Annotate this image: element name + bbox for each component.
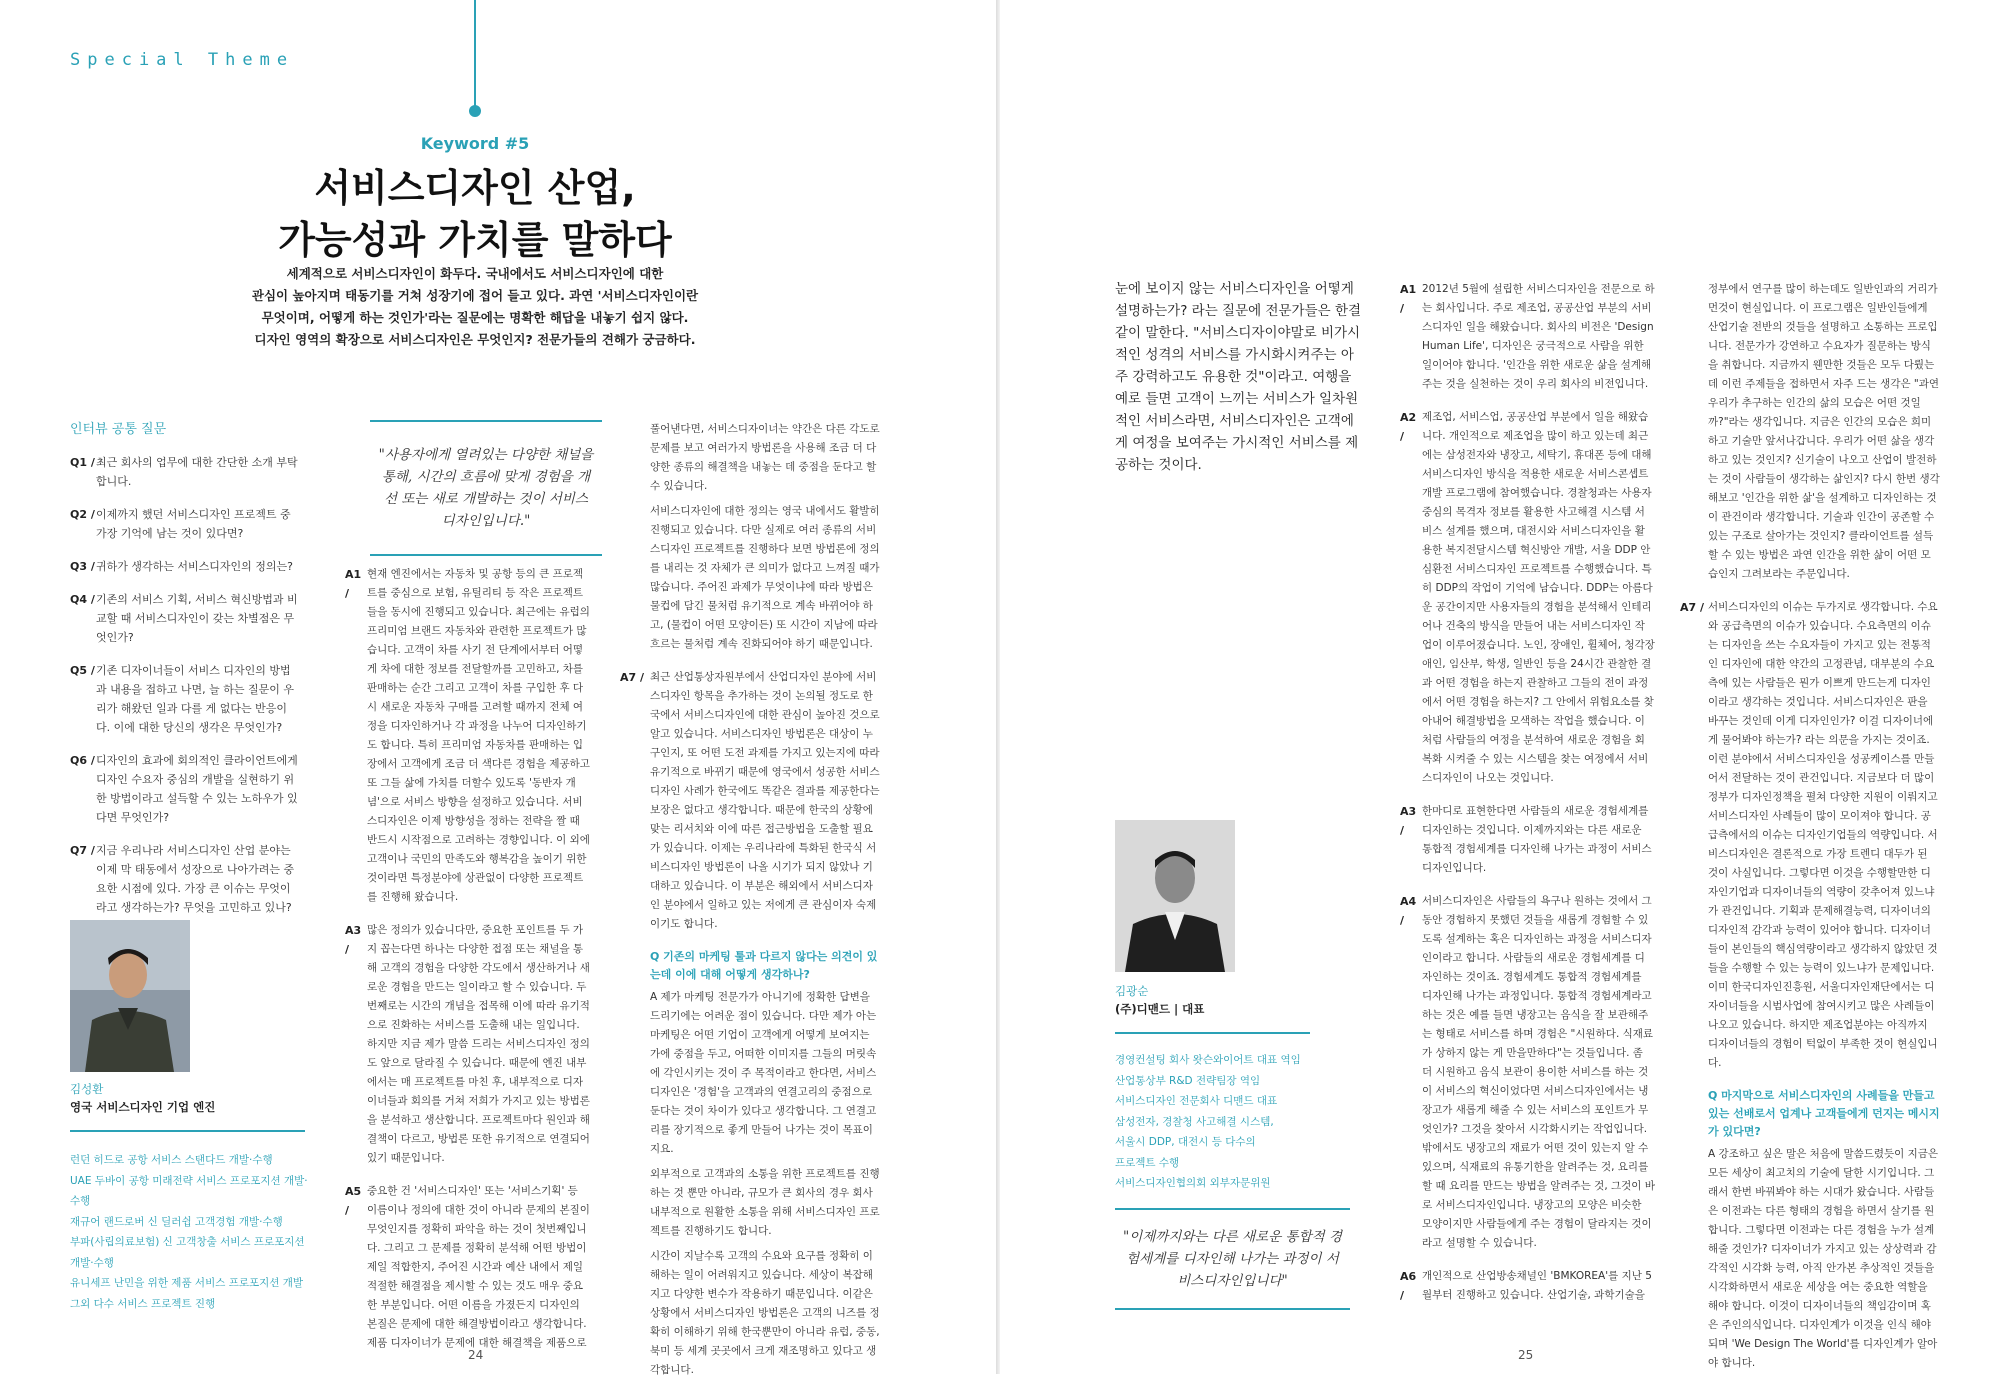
career-item: 삼성전자, 경찰청 사고해결 시스템, [1115, 1115, 1274, 1128]
paragraph: A 제가 마케팅 전문가가 아니기에 정확한 답변을 드리기에는 어려운 점이 있습니다. 다만 제가 아는 마케팅은 어떤 기업이 고객에게 어떻게 보여지는 가에 중점을 두고, 어떠한 이미지를 그들의 머릿속에 각인시키는 것이 주 목적이라고 한다면, 서비스디자인은 '경험'을 고객과의 연결고리의 중점으로 둔다는 것이 차이가 있다고 생각합니다. 그 연결고리를 장기적으로 좋게 만들어 나가는 것이 목표이지요. [650, 991, 877, 1155]
intro-text: 눈에 보이지 않는 서비스디자인을 어떻게 설명하는가? 라는 질문에 전문가들은 한결같이 말한다. "서비스디자이야말로 비가시적인 성격의 서비스를 가시화시켜주는 아주 강력하고도 유용한 것"이라고. 여행을 예로 들면 고객이 느끼는 서비스가 일차원적인 서비스라면, 서비스디자인은 고객에게 여정을 보여주는 가시적인 서비스를 제공하는 것이다. [1115, 281, 1362, 473]
paragraph: 정부에서 연구를 많이 하는데도 일반인과의 거리가 먼것이 현실입니다. 이 프로그램은 일반인들에게 산업기술 전반의 것들을 설명하고 소통하는 프로입니다. 전문가가 강연하고 수요자가 질문하는 방식을 취합니다. 지금까지 웬만한 것들은 모두 다뤘는데 이런 주제들을 접하면서 자주 드는 생각은 "과연 우리가 추구하는 인간의 삶의 모습은 어떤 것일까?"라는 생각입니다. 지금은 인간의 모습은 희미하고 기술만 앞서나갑니다. 우리가 어떤 삶을 생각하고 있는 것인지? 신기술이 나오고 산업이 발전하는 것이 사람들이 생각하는 삶인지? 다시 한번 생각해보고 '인간을 위한 삶'을 설계하고 디자인하는 것이 관건이라 생각합니다. 기술과 인간이 공존할 수 있는 구조로 살아가는 것인지? 클라이언트를 설득할 수 있는 방법은 과연 인간을 위한 삶이 어떤 모습인지 그려보라는 주문입니다. [1708, 283, 1940, 580]
questions-column [70, 420, 300, 931]
paragraph: 서비스디자인에 대한 정의는 영국 내에서도 활발히 진행되고 있습니다. 다만 실제로 여러 종류의 서비스디자인 프로젝트를 진행하다 보면 방법론에 정의를 내리는 것 자체가 큰 의미가 없다고 느껴질 때가 많습니다. 주어진 과제가 무엇이냐에 따라 방법은 물컵에 담긴 물처럼 유기적으로 계속 바뀌어야 하고, (물컵이 어떤 모양이든) 또 시간이 지남에 따라 흐르는 물처럼 계속 진화되어야 하기 때문입니다. [650, 505, 880, 650]
answer-item: A1 / 2012년 5월에 설립한 서비스디자인을 전문으로 하는 회사입니다. 주로 제조업, 공공산업 부분의 서비스디자인 일을 해왔습니다. 회사의 비전은 'Design Human Life', 디자인은 궁극적으로 사람을 위한 일이어야 합니다. '인간을 위한 새로운 삶을 설계해주는 것을 실천하는 것이 우리 회사의 비전입니다. [1400, 283, 1655, 390]
interviewee-name: 김광순 [1115, 984, 1149, 998]
question-item: Q2 / 이제까지 했던 서비스디자인 프로젝트 중 가장 기억에 남는 것이 있다면? [70, 508, 291, 540]
answers-column-3 [620, 420, 882, 1386]
paragraph: A 강조하고 싶은 말은 처음에 말씀드렸듯이 지금은 모든 세상이 최고치의 기술에 달한 시기입니다. 그래서 한번 바꿔봐야 하는 시대가 왔습니다. 사람들은 이전과는 다른 형태의 경험을 하면서 살기를 원합니다. 그렇다면 이전과는 다른 경험을 누가 설계해줄 것인가? 디자이너가 가지고 있는 상상력과 감각적인 시각화 능력, 아직 안가본 추상적인 것들을 시각화하면서 새로운 세상을 여는 중요한 역할을 해야 합니다. 이것이 디자이너들의 책임감이며 혹은 주인의식입니다. 디자인계가 이것을 인식 해야 되며 'We Design The World'를 디자인계가 알아야 합니다. [1708, 1148, 1939, 1369]
career-item: 부파(사립의료보험) 신 고객창출 서비스 프로포지션 [70, 1236, 305, 1248]
interviewee-photo [1115, 820, 1235, 972]
question-item: Q7 / 지금 우리나라 서비스디자인 산업 분야는 이제 막 태동에서 성장으로 나아가려는 중요한 시점에 있다. 가장 큰 이슈는 무엇이라고 생각하는가? 무엇을 고민하고 있나? [70, 844, 295, 914]
answer-item: A1 / 현재 엔진에서는 자동차 및 공항 등의 큰 프로젝트를 중심으로 보험, 유틸리티 등 작은 프로젝트들을 동시에 진행되고 있습니다. 최근에는 유럽의 프리미엄 브랜드 자동차와 관련한 프로젝트가 많습니다. 고객이 차를 사기 전 단계에서부터 어떻게 차에 대한 정보를 전달할까를 고민하고, 차를 판매하는 순간 그리고 고객이 차를 구입한 후 다시 새로운 자동차 구매를 고려할 때까지 전체 여정을 디자인하거나 각 과정을 나누어 디자인하기도 합니다. 특히 프리미엄 자동차를 판매하는 입장에서 고객에게 조금 더 색다른 경험을 제공하고 또 그들 삶에 가치를 더할수 있도록 '동반자 개념'으로 서비스 방향을 설정하고 있습니다. 서비스디자인은 이제 방향성을 정하는 전략을 짤 때 반드시 시작점으로 고려하는 경향입니다. 이 외에 고객이나 국민의 만족도와 행복감을 높이기 위한 것이라면 특정분야에 상관없이 다양한 프로젝트를 진행해 왔습니다. [345, 568, 590, 903]
career-item: 서비스디자인 전문회사 디맨드 대표 [1115, 1095, 1278, 1107]
interviewee-name: 김성환 [70, 1082, 104, 1096]
question-item: Q6 / 디자인의 효과에 회의적인 클라이언트에게 디자인 수요자 중심의 개발을 실현하기 위한 방법이라고 설득할 수 있는 노하우가 있다면 무엇인가? [70, 754, 298, 824]
interviewee-2-career [1115, 1050, 1325, 1194]
answers-column-2 [345, 565, 590, 1367]
answer-item: A3 / 많은 정의가 있습니다만, 중요한 포인트를 두 가지 꼽는다면 하나는 다양한 접점 또는 채널을 통해 고객의 경험을 다양한 각도에서 생산하거나 새로운 경험을 만드는 일이라고 할 수 있습니다. 두 번째로는 시간의 개념을 접목해 이에 따라 유기적으로 진화하는 서비스를 도출해 내는 일입니다. 하지만 지금 제가 말씀 드리는 서비스디자인 정의도 앞으로 달라질 수 있습니다. 때문에 엔진 내부에서는 매 프로젝트를 마친 후, 내부적으로 디자이너들과 회의를 거쳐 저희가 가지고 있는 방법론을 분석하고 생산합니다. 프로젝트마다 원인과 해결책이 다르고, 방법론 또한 유기적으로 연결되어 있기 때문입니다. [345, 924, 590, 1164]
question-item: Q5 / 기존 디자이너들이 서비스 디자인의 방법과 내용을 접하고 나면, 늘 하는 질문이 우리가 해왔던 일과 다를 게 없다는 반응이다. 이에 대한 당신의 생각은 무엇인가? [70, 664, 294, 734]
interviewee-title: (주)디맨드 | 대표 [1115, 1002, 1205, 1016]
portrait-illustration [1115, 820, 1235, 972]
career-item: 경영컨설팅 회사 왓슨와이어트 대표 역임 [1115, 1054, 1301, 1066]
answer-item: A2 / 제조업, 서비스업, 공공산업 부분에서 일을 해왔습니다. 개인적으로 제조업을 많이 하고 있는데 최근에는 삼성전자와 냉장고, 세탁기, 휴대폰 등에 대해 서비스디자인 방식을 적용한 새로운 서비스콘셉트 개발 프로그램에 참여했습니다. 경찰청과는 사용자 중심의 목격자 정보를 활용한 사고해결 시스템 서비스 설계를 했으며, 대전시와 서비스디자인을 활용한 복지전달시스템 혁신방안 개발, 서울 DDP 안심환전 서비스디자인 프로젝트를 수행했습니다. 특히 DDP의 작업이 기억에 남습니다. DDP는 아름다운 공간이지만 사용자들의 경험을 분석해서 인테리어나 건축의 방식을 만들어 내는 서비스디자인 작업이 이루어졌습니다. 노인, 장애인, 휠체어, 청각장애인, 임산부, 학생, 일반인 등을 24시간 관찰한 결과 어떤 경험을 하는지 관찰하고 그들의 전이 과정에서 어떤 경험을 하는지? 그 안에서 위험요소를 찾아내어 해결방법을 모색하는 작업을 했습니다. 이처럼 사람들의 여정을 분석하여 새로운 경험을 회복화 시켜줄 수 있는 시스템을 찾는 여정에서 서비스디자인이 나오는 것입니다. [1400, 411, 1655, 784]
extra-qa [620, 948, 882, 1380]
article-title [200, 162, 750, 266]
page-number: 24 [468, 1348, 484, 1362]
paragraph: 외부적으로 고객과의 소통을 위한 프로젝트를 진행하는 것 뿐만 아니라, 규모가 큰 회사의 경우 회사 내부적으로 원활한 소통을 위해 서비스디자인 프로젝트를 진행하기도 합니다. [650, 1168, 880, 1237]
question-item: Q1 / 최근 회사의 업무에 대한 간단한 소개 부탁합니다. [70, 456, 298, 488]
pull-quote: "사용자에게 열려있는 다양한 채널을 통해, 시간의 흐름에 맞게 경험을 개선 또는 새로 개발하는 것이 서비스 디자인입니다." [370, 420, 602, 556]
question-item: Q4 / 기존의 서비스 기획, 서비스 혁신방법과 비교할 때 서비스디자인이 갖는 차별점은 무엇인가? [70, 593, 298, 644]
interviewee-photo [70, 920, 190, 1072]
divider [70, 1130, 305, 1132]
decorative-line [474, 0, 476, 108]
special-theme-label: Special Theme [70, 50, 295, 70]
keyword-label: Keyword #5 [420, 134, 530, 153]
questions-heading: 인터뷰 공통 질문 [70, 422, 167, 437]
lede-line: 디자인 영역의 확장으로 서비스디자인은 무엇인지? 전문가들의 견해가 궁금하다. [254, 332, 696, 347]
answer-item: A4 / 서비스디자인은 사람들의 욕구나 원하는 것에서 그 동안 경험하지 못했던 것들을 새롭게 경험할 수 있도록 설계하는 혹은 디자인하는 과정을 서비스디자인이라고 합니다. 사람들의 새로운 경험세계를 디자인하는 것이죠. 경험세계도 통합적 경험세계를 디자인해 나가는 과정입니다. 통합적 경험세계라고 하는 것은 예를 들면 냉장고는 음식을 잘 보관해주는 형태로 서비스를 하며 경험은 "시원하다. 식재료가 상하지 않는 게 만을만하다"는 것들입니다. 좀 더 시원하고 음식 보관이 용이한 서비스를 하는 것이 서비스의 혁신이었다면 서비스디자인에서는 냉장고가 새롭게 해줄 수 있는 서비스의 포인트가 무엇인가? 그것을 찾아서 시각화시키는 작업입니다. 밖에서도 냉장고의 재료가 어떤 것이 있는지 알 수 있으며, 식재료의 유통기한을 알려주는 것, 요리를 할 때 요리를 만드는 방법을 알려주는 것, 그것이 바로 서비스디자인입니다. 냉장고의 모양은 비슷한 모양이지만 사람들에게 주는 경험이 달라지는 것이라고 설명할 수 있습니다. [1400, 895, 1655, 1249]
paragraph: 시간이 지날수록 고객의 수요와 요구를 정확히 이해하는 일이 어려워지고 있습니다. 세상이 복잡해지고 다양한 변수가 작용하기 때문입니다. 이같은 상황에서 서비스디자인 방법론은 고객의 니즈를 정확히 이해하기 위해 한국뿐만이 아니라 유럽, 중동, 북미 등 세계 곳곳에서 크게 재조명하고 있다고 생각합니다. [650, 1250, 880, 1376]
extra-qa [1680, 1087, 1940, 1373]
portrait-illustration [70, 920, 190, 1072]
question-item: Q3 / 귀하가 생각하는 서비스디자인의 정의는? [70, 560, 293, 573]
interviewee-title: 영국 서비스디자인 기업 엔진 [70, 1100, 216, 1114]
career-item: 런던 히드로 공항 서비스 스탠다드 개발·수행 [70, 1154, 273, 1166]
lede-line: 관심이 높아지며 태동기를 거쳐 성장기에 접어 들고 있다. 과연 '서비스디자인이란 [251, 288, 699, 303]
decorative-dot [469, 105, 481, 117]
interviewee-2-name [1115, 982, 1204, 1018]
career-item: 재규어 랜드로버 신 딜러쉽 고객경험 개발·수행 [70, 1215, 283, 1228]
extra-question: Q 기존의 마케팅 툴과 다르지 않다는 의견이 있는데 이에 대해 어떻게 생각하나? [650, 950, 878, 981]
career-item: 그외 다수 서비스 프로젝트 진행 [70, 1297, 216, 1310]
interviewee-1-name [70, 1080, 215, 1116]
title-line-2: 가능성과 가치를 말하다 [278, 218, 672, 262]
answer-item: A7 / 서비스디자인의 이슈는 두가지로 생각합니다. 수요와 공급측면의 이슈가 있습니다. 수요측면의 이슈는 디자인을 쓰는 수요자들이 가지고 있는 전통적인 디자인에 대한 약간의 고정관념, 대부분의 수요측에 있는 사람들은 뭔가 이쁘게 만드는게 디자인이라고 생각하는 것입니다. 서비스디자인은 판을 바꾸는 것인데 이게 디자인인가? 이걸 디자이너에게 물어봐야 하는가? 라는 의문을 가지는 것이죠. 이런 분야에서 서비스디자인을 성공케이스를 만들어서 전달하는 것이 관건입니다. 지금보다 더 많이 정부가 디자인정책을 펼쳐 다양한 지원이 이뤄지고 서비스디자인 사례들이 많이 모이져야 합니다. 공급측에서의 이슈는 디자인기업들의 역량입니다. 서비스디자인은 결론적으로 가장 트렌디 대두가 된 것이 사실입니다. 그렇다면 이것을 수행할만한 디자인기업과 디자이너들의 역량이 갖추어져 있느냐가 관건입니다. 기획과 문제해결능력, 디자이너의 디자인적 감각과 능력이 있어야 합니다. 디자이너들이 본인들의 핵심역량이라고 생각하지 않았던 것들을 수행할 수 있는 능력이 있느냐가 문제입니다. 이미 한국디자인진흥원, 서울디자인재단에서는 디자이너들을 시범사업에 참여시키고 많은 사례들이 나오고 있습니다. 하지만 제조업분야는 아직까지 디자이너들의 경험이 턱없이 부족한 것이 현실입니다. [1680, 601, 1938, 1069]
paragraph: 풀어낸다면, 서비스디자이너는 약간은 다른 각도로 문제를 보고 여러가지 방법론을 사용해 조금 더 다양한 종류의 해결책을 내놓는 데 중점을 둔다고 할 수 있습니다. [650, 423, 880, 492]
interviewee-1-career [70, 1150, 310, 1314]
answer-item: A7 / 최근 산업통상자원부에서 산업디자인 분야에 서비스디자인 항목을 추가하는 것이 논의될 정도로 한국에서 서비스디자인에 대한 관심이 높아진 것으로 알고 있습니다. 서비스디자인 방법론은 대상이 누구인지, 또 어떤 도전 과제를 가지고 있는지에 따라 유기적으로 바뀌기 때문에 영국에서 성공한 서비스디자인 사례가 한국에도 똑같은 결과를 제공한다는 보장은 없다고 생각합니다. 때문에 한국의 상황에 맞는 리서치와 이에 따른 접근방법을 도출할 필요가 있습니다. 이제는 우리나라에 특화된 한국식 서비스디자인 방법론이 나올 시기가 되지 않았나 기대하고 있습니다. 이 부분은 해외에서 서비스디자인 분야에서 일하고 있는 저에게 큰 관심이자 숙제이기도 합니다. [620, 671, 880, 930]
divider [1115, 1032, 1310, 1034]
answers-column-5 [1400, 280, 1655, 1319]
answer-item: A5 / 중요한 건 '서비스디자인' 또는 '서비스기획' 등 이름이나 정의에 대한 것이 아니라 문제의 본질이 무엇인지를 정확히 파악을 하는 것이 첫번째입니다. 그리고 그 문제를 정확히 분석해 어떤 방법이 제일 적합한지, 주어진 시간과 예산 내에서 제일 적절한 해결점을 제시할 수 있는 것도 매우 중요한 부분입니다. 어떤 이름을 가졌든지 디자인의 본질은 문제에 대한 해결방법이라고 생각합니다. 제품 디자이너가 문제에 대한 해결책을 제품으로 [345, 1185, 590, 1349]
right-page [1000, 0, 1994, 1374]
career-item: 서비스디자인협의회 외부자문위원 [1115, 1177, 1271, 1189]
career-item: UAE 두바이 공항 미래전략 서비스 프로포지션 개발·수행 [70, 1174, 308, 1207]
career-item: 서울시 DDP, 대전시 등 다수의 [1115, 1136, 1256, 1148]
extra-question: Q 마지막으로 서비스디자인의 사례들을 만들고 있는 선배로서 업계나 고객들에게 던지는 메시지가 있다면? [1708, 1089, 1940, 1138]
career-item: 산업통상부 R&D 전략팀장 역임 [1115, 1074, 1261, 1087]
career-item: 프로젝트 수행 [1115, 1156, 1180, 1169]
answer-item: A3 / 한마디로 표현한다면 사람들의 새로운 경험세계를 디자인하는 것입니다. 이제까지와는 다른 새로운 통합적 경험세계를 디자인해 나가는 과정이 서비스디자인입니다. [1400, 805, 1652, 874]
answers-column-6 [1680, 280, 1940, 1379]
lede-line: 무엇이며, 어떻게 하는 것인가'라는 질문에는 명확한 해답을 내놓기 쉽지 않다. [261, 310, 689, 325]
career-item: 개발·수행 [70, 1256, 114, 1269]
pull-quote: "이제까지와는 다른 새로운 통합적 경험세계를 디자인해 나가는 과정이 서비스디자인입니다" [1115, 1208, 1350, 1310]
page-number: 25 [1518, 1348, 1534, 1362]
title-line-1: 서비스디자인 산업, [314, 166, 636, 210]
career-item: 유니세프 난민을 위한 제품 서비스 프로포지션 개발 [70, 1277, 304, 1289]
article-lede [240, 263, 710, 351]
answer-item: A6 / 개인적으로 산업방송채널인 'BMKOREA'를 지난 5월부터 진행하고 있습니다. 산업기술, 과학기술을 [1400, 1270, 1652, 1302]
left-page [0, 0, 996, 1374]
lede-line: 세계적으로 서비스디자인이 화두다. 국내에서도 서비스디자인에 대한 [286, 266, 664, 281]
